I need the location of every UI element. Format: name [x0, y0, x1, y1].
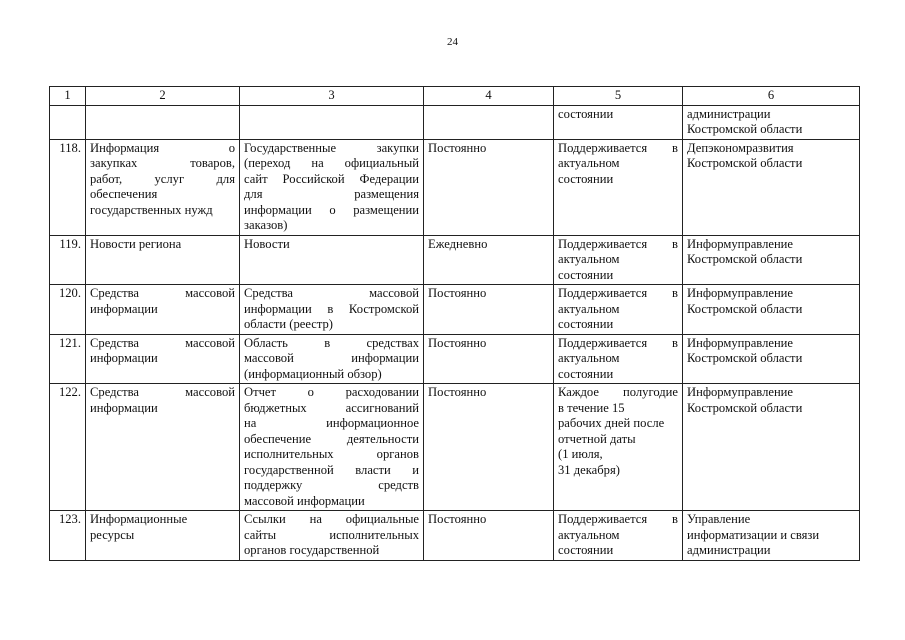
frequency-cell: Постоянно: [424, 511, 554, 561]
cell-line: исполнительных органов: [244, 447, 419, 461]
cell-line: Информуправление: [687, 385, 794, 399]
column-header: 2: [86, 87, 240, 106]
cell-line: массовой информации: [244, 493, 365, 508]
page-number: 24: [447, 36, 458, 48]
cell-line: состоянии: [558, 366, 614, 381]
table-cell: [240, 384, 424, 511]
cell-line: государственных нужд: [90, 202, 213, 217]
table-cell: [683, 139, 860, 235]
cell-line: обеспечение деятельности: [244, 431, 419, 446]
cell-line: Костромской области: [687, 351, 803, 365]
cell-line: Новости: [244, 236, 290, 251]
cell-line: органов государственной: [244, 543, 380, 557]
cell-line: (информационный обзор): [244, 366, 382, 381]
column-number-row: [50, 87, 860, 106]
column-header: 3: [240, 87, 424, 106]
table-cell: [86, 235, 240, 285]
cell-line: государственной власти и: [244, 462, 419, 477]
cell-line: информации: [90, 301, 158, 316]
cell-line: Средства массовой: [90, 385, 235, 399]
cell-line: Информуправление: [687, 335, 794, 350]
cell-line: Костромской области: [687, 122, 803, 136]
cell-line: актуальном: [558, 252, 620, 266]
table-cell: [86, 139, 240, 235]
column-header: 4: [424, 87, 554, 106]
table-row: [50, 511, 860, 561]
cell-line: сайт Российской Федерации: [244, 171, 419, 186]
cell-line: рабочих дней после: [558, 416, 665, 430]
cell-line: для размещения: [244, 187, 419, 201]
cell-line: Информационные: [90, 512, 188, 526]
table-cell: [86, 511, 240, 561]
table-cell: [240, 105, 424, 139]
cell-line: информатизации и связи: [687, 527, 820, 542]
cell-line: Информуправление: [687, 236, 794, 251]
row-number: 122.: [50, 384, 86, 511]
cell-line: состоянии: [558, 267, 614, 282]
cell-line: обеспечения: [90, 187, 158, 201]
cell-line: сайты исполнительных: [244, 527, 419, 542]
cell-line: отчетной даты: [558, 431, 636, 446]
continuation-row: [50, 105, 860, 139]
cell-line: (1 июля,: [558, 447, 603, 461]
table-cell: [554, 285, 683, 335]
row-number: 119.: [50, 235, 86, 285]
cell-line: области (реестр): [244, 317, 333, 331]
cell-line: Каждое полугодие: [558, 385, 678, 399]
cell-line: Информуправление: [687, 286, 794, 300]
table-cell: [240, 511, 424, 561]
cell-line: актуальном: [558, 301, 620, 316]
table-cell: [86, 384, 240, 511]
table-cell: [554, 105, 683, 139]
table-row: [50, 384, 860, 511]
table-cell: [683, 511, 860, 561]
table-cell: [50, 105, 86, 139]
cell-line: Управление: [687, 512, 751, 526]
cell-line: Отчет о расходовании: [244, 385, 419, 399]
cell-line: поддержку средств: [244, 478, 419, 492]
cell-line: администрации: [687, 106, 771, 121]
table-cell: [86, 105, 240, 139]
table-row: [50, 285, 860, 335]
cell-line: в течение 15: [558, 400, 625, 415]
frequency-cell: Ежедневно: [424, 235, 554, 285]
table-cell: [683, 334, 860, 384]
cell-line: состоянии: [558, 317, 614, 331]
row-number: 121.: [50, 334, 86, 384]
table-cell: [240, 139, 424, 235]
column-header: 6: [683, 87, 860, 106]
cell-line: актуальном: [558, 351, 620, 365]
cell-line: заказов): [244, 218, 288, 232]
cell-line: работ, услуг для: [90, 171, 235, 186]
cell-line: ресурсы: [90, 527, 135, 542]
cell-line: Костромской области: [687, 252, 803, 266]
table-cell: [683, 235, 860, 285]
table-row: [50, 139, 860, 235]
cell-line: состоянии: [558, 543, 614, 557]
cell-line: на информационное: [244, 416, 419, 430]
cell-line: актуальном: [558, 527, 620, 542]
frequency-cell: Постоянно: [424, 334, 554, 384]
table-row: [50, 334, 860, 384]
cell-line: бюджетных ассигнований: [244, 400, 419, 415]
cell-line: Костромской области: [687, 400, 803, 415]
frequency-cell: Постоянно: [424, 285, 554, 335]
frequency-cell: Постоянно: [424, 384, 554, 511]
table-cell: [554, 334, 683, 384]
cell-line: информации: [90, 400, 158, 415]
row-number: 123.: [50, 511, 86, 561]
cell-line: Средства массовой: [244, 286, 419, 300]
cell-line: (переход на официальный: [244, 156, 419, 170]
cell-line: Поддерживается в: [558, 236, 678, 251]
cell-line: Информация о: [90, 140, 235, 155]
cell-line: Государственные закупки: [244, 140, 419, 155]
table-row: [50, 235, 860, 285]
cell-line: Средства массовой: [90, 286, 235, 300]
table-cell: [240, 334, 424, 384]
cell-line: информации в Костромской: [244, 301, 419, 316]
cell-line: информации о размещении: [244, 202, 419, 217]
cell-line: состоянии: [558, 171, 614, 186]
column-header: 1: [50, 87, 86, 106]
table-cell: [424, 105, 554, 139]
cell-line: Костромской области: [687, 156, 803, 170]
table-cell: [683, 285, 860, 335]
cell-line: Поддерживается в: [558, 335, 678, 350]
table-cell: [683, 384, 860, 511]
registry-table: [49, 86, 860, 561]
table-cell: [86, 285, 240, 335]
table-cell: [554, 511, 683, 561]
cell-line: Костромской области: [687, 301, 803, 316]
table-cell: [240, 235, 424, 285]
cell-line: Поддерживается в: [558, 140, 678, 155]
cell-line: состоянии: [558, 106, 614, 121]
cell-line: закупках товаров,: [90, 156, 235, 170]
cell-line: информации: [90, 351, 158, 365]
cell-line: Новости региона: [90, 236, 182, 251]
table-cell: [554, 139, 683, 235]
table-cell: [240, 285, 424, 335]
cell-line: Поддерживается в: [558, 286, 678, 300]
column-header: 5: [554, 87, 683, 106]
cell-line: 31 декабря): [558, 462, 620, 477]
table-cell: [86, 334, 240, 384]
cell-line: актуальном: [558, 156, 620, 170]
cell-line: Поддерживается в: [558, 512, 678, 526]
row-number: 118.: [50, 139, 86, 235]
cell-line: администрации: [687, 543, 771, 557]
table-cell: [554, 235, 683, 285]
cell-line: Депэкономразвития: [687, 140, 794, 155]
row-number: 120.: [50, 285, 86, 335]
frequency-cell: Постоянно: [424, 139, 554, 235]
cell-line: массовой информации: [244, 351, 419, 365]
cell-line: Область в средствах: [244, 335, 419, 350]
cell-line: Ссылки на официальные: [244, 512, 419, 526]
cell-line: Средства массовой: [90, 335, 235, 350]
table-cell: [683, 105, 860, 139]
table-cell: [554, 384, 683, 511]
